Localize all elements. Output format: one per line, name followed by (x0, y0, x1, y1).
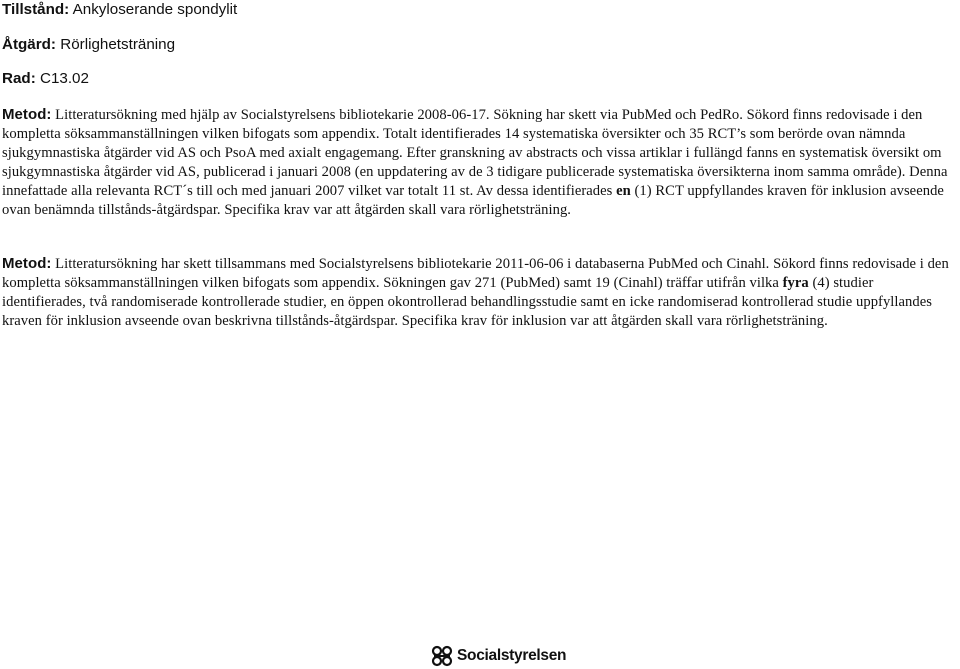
tillstand-value: Ankyloserande spondylit (69, 1, 238, 18)
method-label-2: Metod: (2, 255, 52, 272)
method-1-bold-count: en (616, 183, 631, 200)
socialstyrelsen-logo (430, 645, 566, 667)
rad-value: C13.02 (35, 70, 89, 87)
rad-line (2, 70, 89, 88)
rad-label: Rad: (2, 70, 36, 87)
method-1-text-b: (1) RCT uppfyllandes kraven för inklusion avseende ovan benämnda tillstånds-åtgärdspar. Specifika krav var att åtgärden skall vara rörlighetsträning. (2, 183, 944, 219)
method-paragraph-1 (2, 105, 957, 221)
method-2-bold-count: fyra (782, 275, 809, 292)
logo-text: Socialstyrelsen (457, 647, 567, 664)
socialstyrelsen-emblem-icon (430, 645, 454, 667)
method-1-text-a: Litteratursökning med hjälp av Socialstyrelsens bibliotekarie 2008-06-17. Sökning har skett via PubMed och PedRo. Sökord finns redovisade i den kompletta söksammanställningen vilken bifogats som appendix. Totalt identifierades 14 systematiska översikter och 35 RCT’s som berörde ovan nämnda sjukgymnastiska åtgärder vid AS och PsoA med axialt engagemang. Efter granskning av abstracts och vissa artiklar i fullängd fanns en systematisk översikt om sjukgymnastiska åtgärder vid AS, publicerad i januari 2008 (en uppdatering av de 3 tidigare publicerade systematiska översikterna inom samma område). Denna innefattade alla relevanta RCT´s till och med januari 2007 vilket var totalt 11 st. Av dessa identifierades (2, 107, 948, 200)
atgard-value: Rörlighetsträning (56, 36, 176, 53)
tillstand-line (2, 1, 237, 19)
tillstand-label: Tillstånd: (2, 1, 70, 18)
method-label-1: Metod: (2, 106, 52, 123)
method-2-text-a: Litteratursökning har skett tillsammans med Socialstyrelsens bibliotekarie 2011-06-06 i databaserna PubMed och Cinahl. Sökord finns redovisade i den kompletta söksammanställningen vilken bifogats som appendix. Sökningen gav 271 (PubMed) samt 19 (Cinahl) träffar utifrån vilka (2, 256, 949, 292)
method-paragraph-2 (2, 254, 957, 331)
atgard-line (2, 36, 175, 54)
atgard-label: Åtgärd: (2, 36, 56, 53)
method-2-text-b: (4) studier identifierades, två randomiserade kontrollerade studier, en öppen okontrollerad behandlingsstudie samt en icke randomiserad kontrollerad studie uppfyllandes kraven för inklusion avseende ovan beskrivna tillstånds-åtgärdspar. Specifika krav för inklusion var att åtgärden skall vara rörlighetsträning. (2, 275, 932, 330)
